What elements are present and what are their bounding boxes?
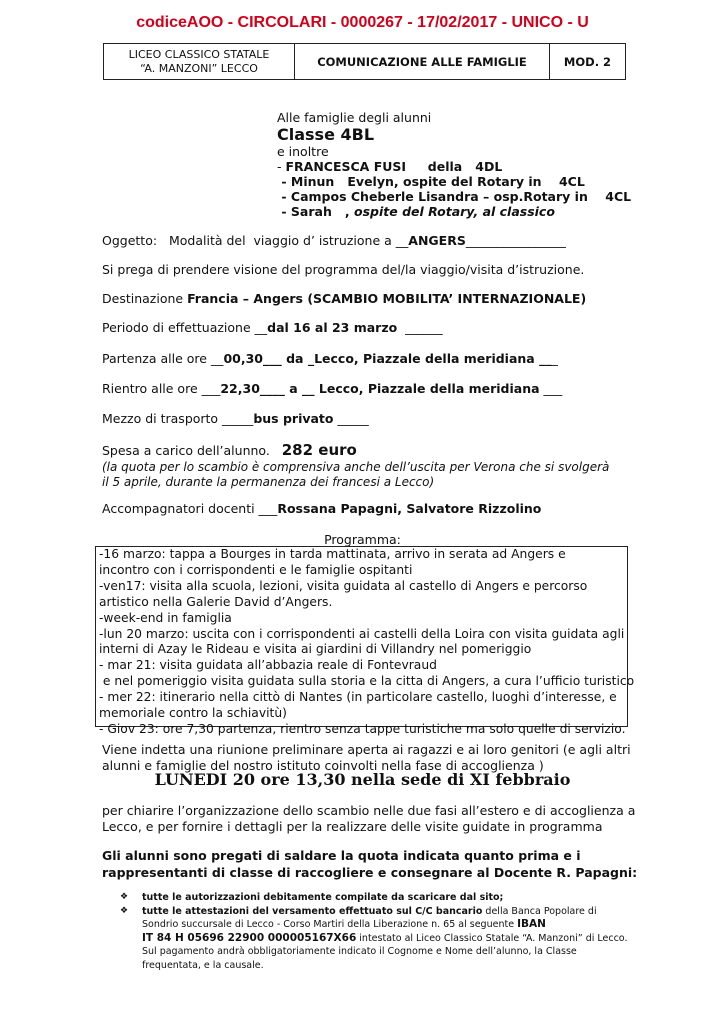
school-name-line1: LICEO CLASSICO STATALE bbox=[128, 47, 270, 61]
programma-line: - mer 22: itinerario nella cittò di Nantes (in particolare castello, luoghi d’interesse, e bbox=[99, 690, 617, 705]
recipient-extra: - Sarah , ospite del Rotary, al classico bbox=[277, 204, 555, 219]
programma-line: - mar 21: visita guidata all’abbazia reale di Fontevraud bbox=[99, 658, 437, 673]
requirement-item: ❖ tutte le autorizzazioni debitamente compilate da scaricare dal sito; bbox=[120, 892, 504, 903]
recipients-class: Classe 4BL bbox=[277, 125, 375, 144]
recipient-extra: - Campos Cheberle Lisandra – osp.Rotary in 4CL bbox=[277, 189, 632, 204]
pregati-paragraph: Gli alunni sono pregati di saldare la quota indicata quanto prima e i rappresentanti di classe di raccogliere e consegnare al Docente R. Papagni: bbox=[102, 848, 638, 880]
programma-line: incontro con i corrispondenti e le famiglie ospitanti bbox=[99, 562, 413, 577]
protocol-stamp: codiceAOO - CIRCOLARI - 0000267 - 17/02/2017 - UNICO - U bbox=[136, 14, 589, 31]
programma-line: -ven17: visita alla scuola, lezioni, visita guidata al castello di Angers e percorso bbox=[99, 578, 588, 593]
riunione-paragraph: Viene indetta una riunione preliminare aperta ai ragazzi e ai loro genitori (e agli altri alunni e famiglie del nostro istituto coinvolti nella fase di accoglienza ) bbox=[102, 742, 631, 773]
iban-code: IT 84 H 05696 22900 000005167X66 bbox=[142, 931, 357, 944]
recipient-extra: - FRANCESCA FUSI della 4DL bbox=[277, 159, 503, 174]
document-subject-cell: COMUNICAZIONE ALLE FAMIGLIE bbox=[295, 44, 550, 80]
chiarire-paragraph: per chiarire l’organizzazione dello scambio nelle due fasi all’estero e di accoglienza a Lecco, e per fornire i dettagli per la realizzare delle visite guidate in programma bbox=[102, 803, 636, 834]
programma-line: - Giov 23: ore 7,30 partenza, rientro senza tappe turistiche ma solo quelle di servizio. bbox=[99, 721, 626, 736]
meeting-date: LUNEDI 20 ore 13,30 nella sede di XI febbraio bbox=[154, 770, 571, 789]
document-header-table bbox=[103, 43, 626, 80]
recipients-also: e inoltre bbox=[277, 144, 329, 159]
accompagnatori-line: Accompagnatori docenti ___Rossana Papagni, Salvatore Rizzolino bbox=[102, 501, 542, 516]
partenza-line: Partenza alle ore __00,30___ da _Lecco, Piazzale della meridiana ___ bbox=[102, 351, 558, 366]
oggetto-line: Oggetto: Modalità del viaggio d’ istruzione a __ANGERS________________ bbox=[102, 233, 566, 248]
school-name-cell bbox=[104, 44, 295, 80]
requirement-item: ❖ tutte le attestazioni del versamento effettuato sul C/C bancario della Banca Popolare di Sondrio succursale di Lecco - Corso Martiri della Liberazione n. 65 al seguente IBAN IT 84 H 05696 22900 000005167X66 intestato al Liceo Classico Statale “A. Manzoni” di Lecco. Sul pagamento andrà obbligatoriamente indicato il Cognome e Nome dell’alunno, la Classe frequentata, e la causale. bbox=[120, 905, 628, 971]
spesa-line: Spesa a carico dell’alunno. 282 euro bbox=[102, 441, 357, 459]
recipients-block bbox=[277, 110, 631, 219]
module-cell: MOD. 2 bbox=[550, 44, 626, 80]
recipient-extra: - Minun Evelyn, ospite del Rotary in 4CL bbox=[277, 174, 585, 189]
programma-title: Programma: bbox=[324, 532, 401, 547]
requirements-list bbox=[120, 891, 630, 972]
programma-line: interni di Azay le Rideau e visita ai giardini di Villandry nel pomeriggio bbox=[99, 642, 532, 657]
spesa-note: (la quota per lo scambio è comprensiva anche dell’uscita per Verona che si svolgerà il 5 aprile, durante la permanenza dei francesi a Lecco) bbox=[102, 460, 610, 489]
destinazione-line: Destinazione Francia – Angers (SCAMBIO MOBILITA’ INTERNAZIONALE) bbox=[102, 291, 587, 306]
programma-line: -lun 20 marzo: uscita con i corrispondenti ai castelli della Loira con visita guidata agli bbox=[99, 626, 625, 641]
rientro-line: Rientro alle ore ___22,30____ a __ Lecco, Piazzale della meridiana ___ bbox=[102, 381, 563, 396]
diamond-bullet-icon: ❖ bbox=[120, 892, 129, 902]
mezzo-line: Mezzo di trasporto _____bus privato _____ bbox=[102, 411, 369, 426]
school-name-line2: “A. MANZONI” LECCO bbox=[140, 61, 258, 75]
programma-line: -16 marzo: tappa a Bourges in tarda mattinata, arrivo in serata ad Angers e bbox=[99, 547, 566, 561]
recipients-intro: Alle famiglie degli alunni bbox=[277, 110, 432, 125]
periodo-line: Periodo di effettuazione __dal 16 al 23 marzo ______ bbox=[102, 320, 443, 335]
programma-box bbox=[95, 546, 635, 736]
prega-line: Si prega di prendere visione del programma del/la viaggio/visita d’istruzione. bbox=[102, 262, 585, 277]
programma-line: artistico nella Galerie David d’Angers. bbox=[99, 594, 333, 609]
programma-line: -week-end in famiglia bbox=[99, 610, 232, 625]
diamond-bullet-icon: ❖ bbox=[120, 905, 129, 916]
programma-line: e nel pomeriggio visita guidata sulla storia e la citta di Angers, a cura l’ufficio turistico bbox=[99, 674, 635, 689]
programma-line: memoriale contro la schiavitù) bbox=[99, 706, 287, 721]
